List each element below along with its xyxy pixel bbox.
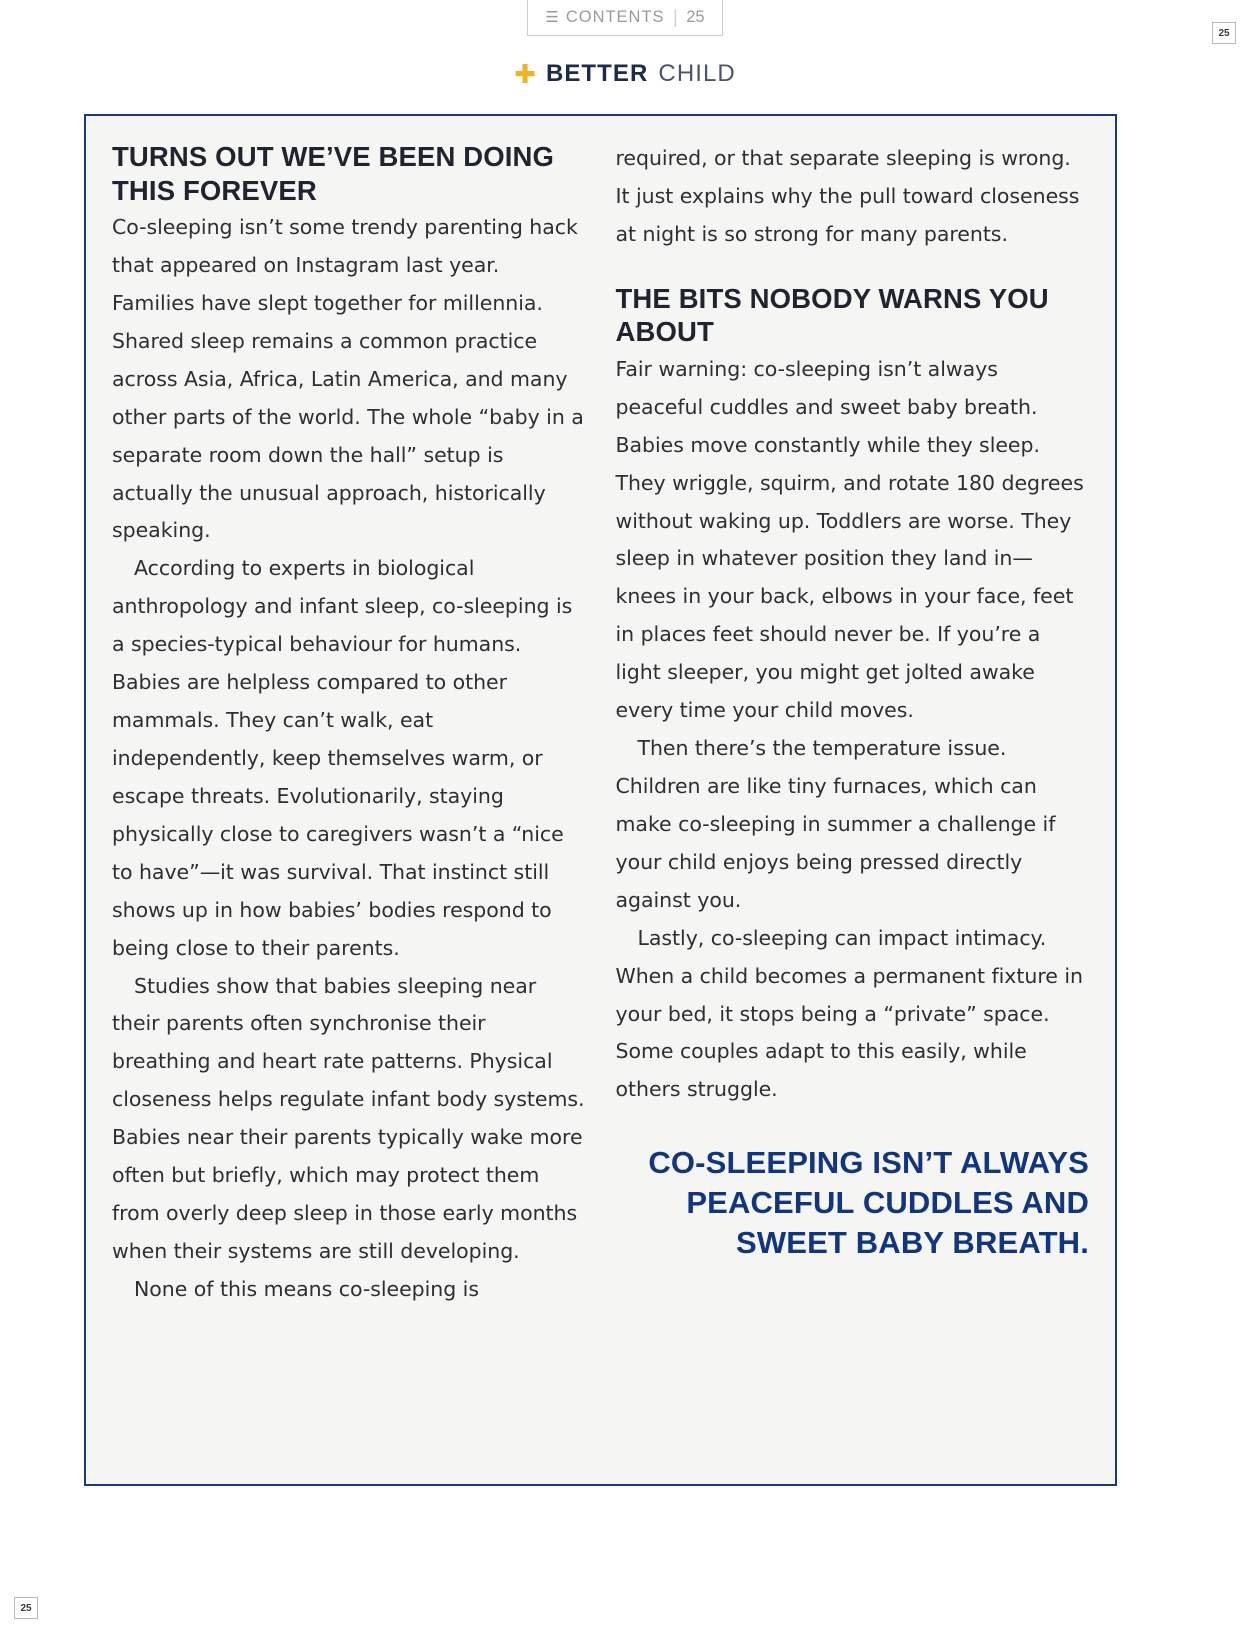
hamburger-icon: ☰: [545, 8, 559, 26]
paragraph: Lastly, co-sleeping can impact intimacy. When a child becomes a permanent fixture in your bed, it stops being a “private” space. Some couples adapt to this easily, while others struggle.: [615, 925, 1083, 1102]
paragraph: Studies show that babies sleeping near their parents often synchronise their breathing and heart rate patterns. Physical closeness helps regulate infant body systems. Babies near their parents typically wake more often but briefly, which may protect them from overly deep sleep in those early months when their systems are still developing.: [112, 973, 585, 1263]
contents-label: CONTENTS: [565, 8, 665, 26]
cross-icon: ✚: [514, 60, 536, 90]
left-column: [112, 140, 586, 1464]
article-columns: [112, 140, 1089, 1464]
contents-page-number: 25: [686, 8, 705, 26]
page-mark-top-right: 25: [1212, 22, 1236, 44]
page-mark-bottom-left: 25: [14, 1597, 38, 1619]
article-frame: [84, 114, 1117, 1486]
paragraph: None of this means co-sleeping is: [134, 1276, 479, 1301]
brand-name-bold: BETTER: [545, 60, 649, 87]
paragraph: Then there’s the temperature issue. Children are like tiny furnaces, which can make co-sleeping in summer a challenge if your child enjoys being pressed directly against you.: [615, 736, 1056, 912]
pull-quote: CO-SLEEPING ISN’T ALWAYS PEACEFUL CUDDLES AND SWEET BABY BREATH.: [648, 1145, 1089, 1260]
paragraph: Fair warning: co-sleeping isn’t always peaceful cuddles and sweet baby breath. Babies move constantly while they sleep. They wriggle, squirm, and rotate 180 degrees without waking up. Toddlers are worse. They sleep in whatever position they land in—knees in your back, elbows in your face, feet in places feet should never be. If you’re a light sleeper, you might get jolted awake every time your child moves.: [615, 356, 1084, 723]
paragraph: Co-sleeping isn’t some trendy parenting hack that appeared on Instagram last year. Families have slept together for millennia. Shared sleep remains a common practice across Asia, Africa, Latin America, and many other parts of the world. The whole “baby in a separate room down the hall” setup is actually the unusual approach, historically speaking.: [112, 215, 584, 543]
right-column: [616, 140, 1090, 1464]
brand-name-light: CHILD: [658, 60, 736, 87]
left-column-heading: TURNS OUT WE’VE BEEN DOING THIS FOREVER: [112, 141, 555, 206]
column-spacer: [616, 254, 1090, 282]
contents-nav[interactable]: [527, 0, 723, 36]
right-column-heading: THE BITS NOBODY WARNS YOU ABOUT: [615, 282, 1049, 348]
paragraph-continued: required, or that separate sleeping is wrong. It just explains why the pull toward closeness at night is so strong for many parents.: [615, 146, 1080, 246]
masthead: [0, 60, 1250, 88]
contents-divider: |: [672, 7, 679, 28]
paragraph: According to experts in biological anthropology and infant sleep, co-sleeping is a species-typical behaviour for humans. Babies are helpless compared to other mammals. They can’t walk, eat independently, keep themselves warm, or escape threats. Evolutionarily, staying physically close to caregivers wasn’t a “nice to have”—it was survival. That instinct still shows up in how babies’ bodies respond to being close to their parents.: [112, 556, 573, 960]
